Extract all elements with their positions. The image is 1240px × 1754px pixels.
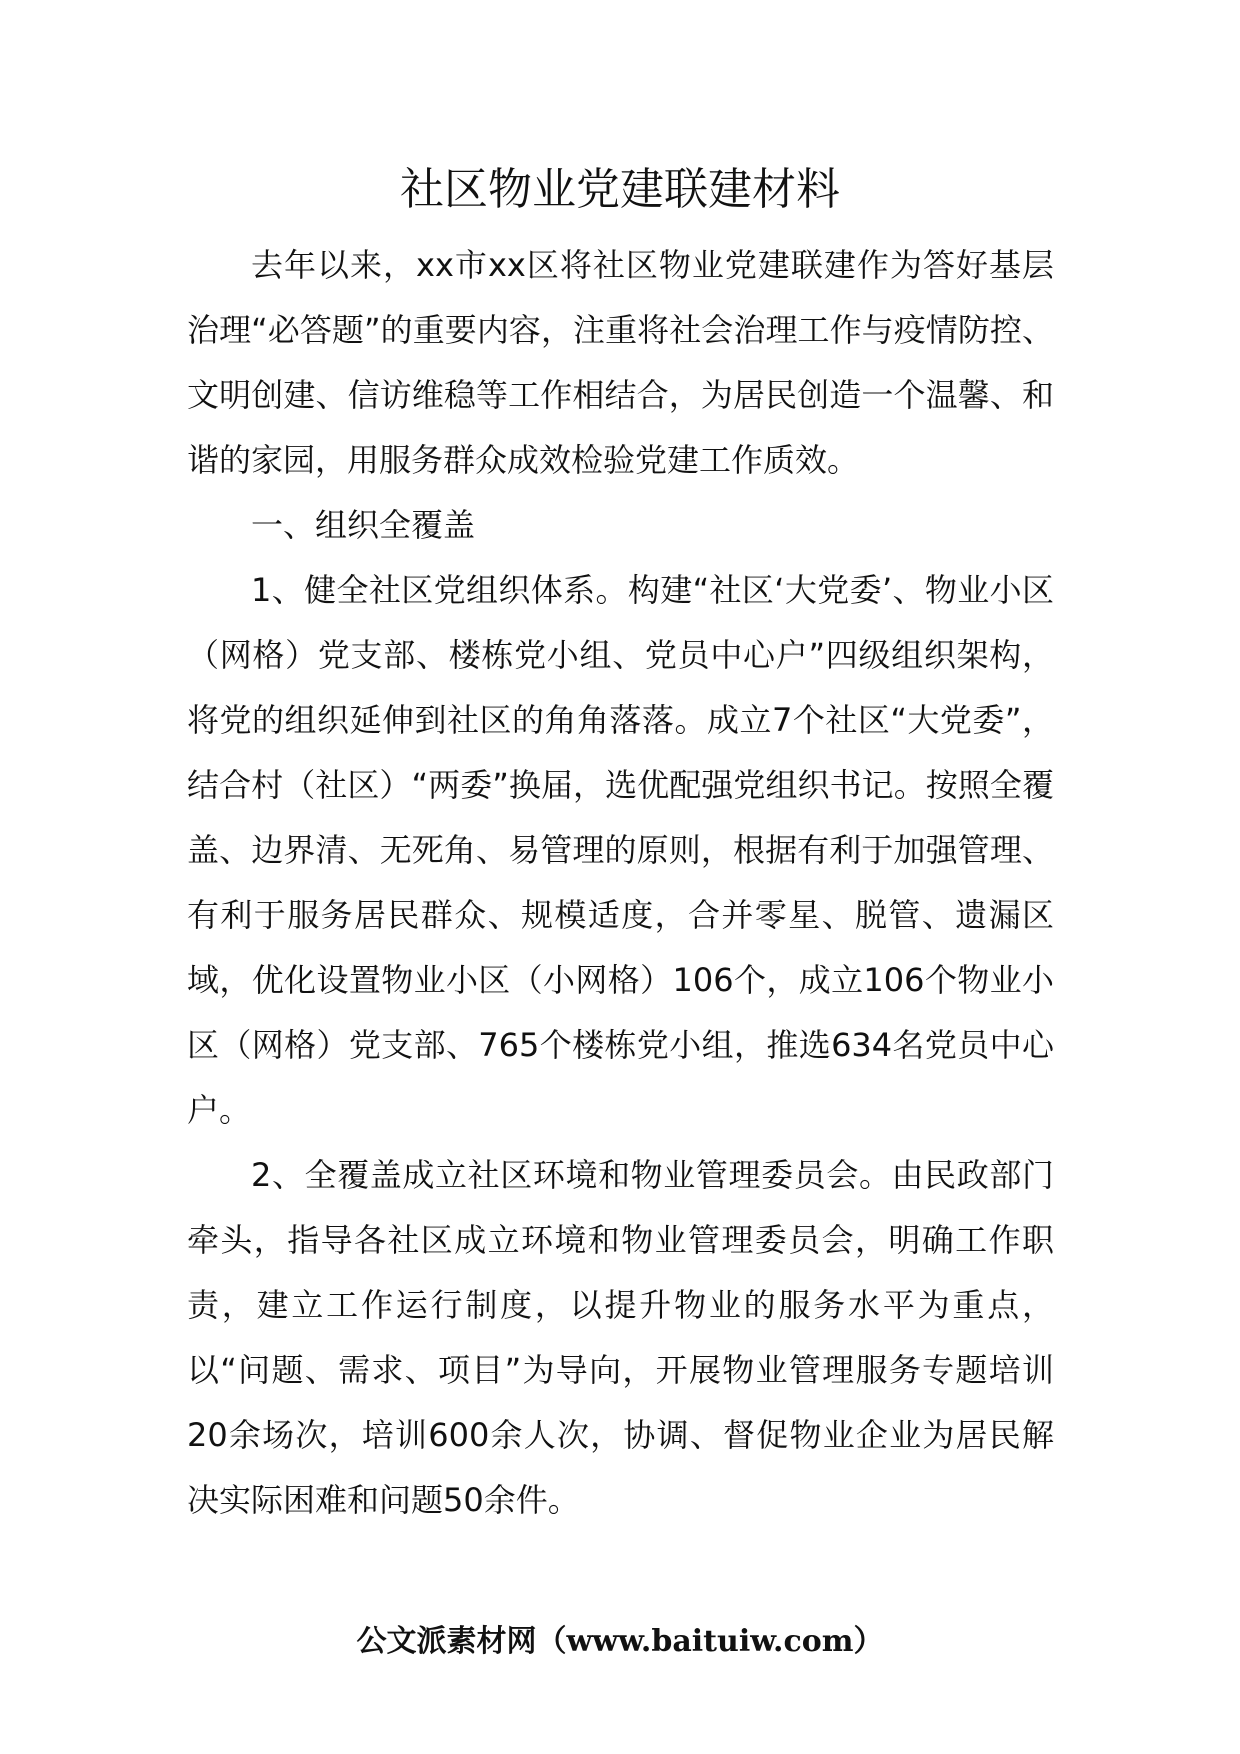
section-heading: 一、组织全覆盖 — [251, 506, 476, 544]
item-paragraph-2: 2、全覆盖成立社区环境和物业管理委员会。由民政部门牵头，指导各社区成立环境和物业管理委员会，明确工作职责，建立工作运行制度，以提升物业的服务水平为重点，以“问题、需求、项目”为导向，开展物业管理服务专题培训20余场次，培训600余人次，协调、督促物业企业为居民解决实际困难和问题50余件。 — [187, 1156, 1054, 1519]
document-title: 社区物业党建联建材料 — [400, 164, 840, 215]
document-body — [187, 233, 1054, 1533]
item-paragraph-1: 1、健全社区党组织体系。构建“社区‘大党委’、物业小区（网格）党支部、楼栋党小组、党员中心户”四级组织架构，将党的组织延伸到社区的角角落落。成立7个社区“大党委”，结合村（社区）“两委”换届，选优配强党组织书记。按照全覆盖、边界清、无死角、易管理的原则，根据有利于加强管理、有利于服务居民群众、规模适度，合并零星、脱管、遗漏区域，优化设置物业小区（小网格）106个，成立106个物业小区（网格）党支部、765个楼栋党小组，推选634名党员中心户。 — [187, 571, 1054, 1129]
intro-paragraph: 去年以来，xx市xx区将社区物业党建联建作为答好基层治理“必答题”的重要内容，注重将社会治理工作与疫情防控、文明创建、信访维稳等工作相结合，为居民创造一个温馨、和谐的家园，用服务群众成效检验党建工作质效。 — [187, 246, 1054, 479]
footer-watermark: 公文派素材网（www.baituiw.com） — [356, 1624, 884, 1659]
